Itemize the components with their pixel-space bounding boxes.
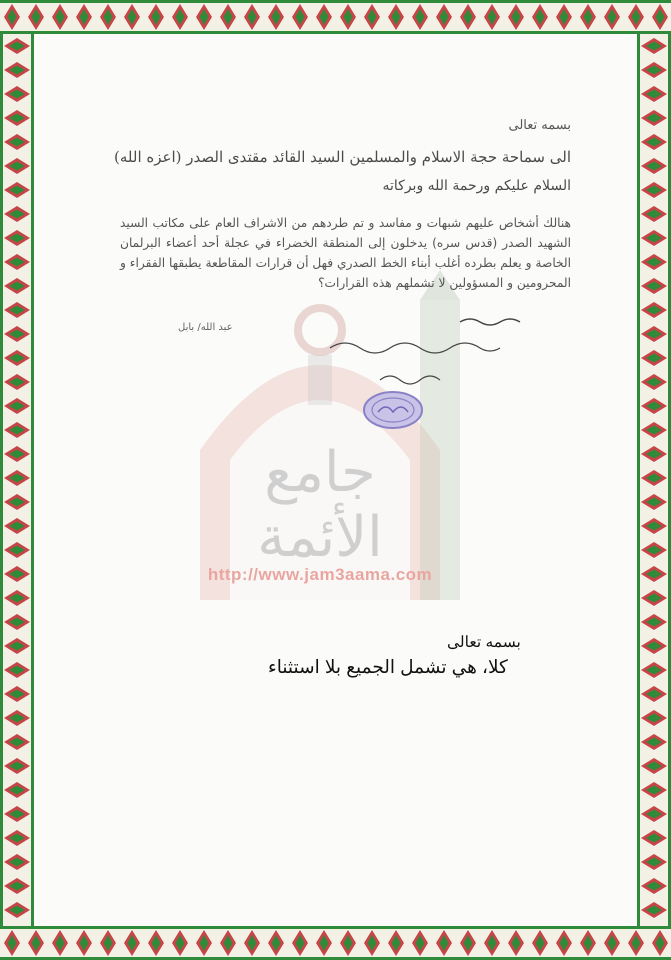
border-pattern-icon — [0, 926, 671, 960]
letter-addressee: الى سماحة حجة الاسلام والمسلمين السيد القائد مقتدى الصدر (اعزه الله) — [114, 148, 571, 166]
border-bottom — [0, 926, 671, 960]
border-pattern-icon — [637, 34, 671, 926]
border-right — [637, 34, 671, 926]
border-pattern-icon — [0, 34, 34, 926]
border-top — [0, 0, 671, 34]
watermark-url: http://www.jam3aama.com — [207, 565, 433, 584]
border-pattern-icon — [0, 0, 671, 34]
letter-body: هنالك أشخاص عليهم شبهات و مفاسد و تم طردهم من الاشراف العام على مكاتب السيد الشهيد الصدر (قدس سره) يدخلون إلى المنطقة الخضراء في عجلة أحد أعضاء البرلمان الخاصة و يعلم بطرده أغلب أبناء الخط الصدري فهل أن قرارات المقاطعة يطبقها الفقراء و المحرومين و المسؤولين لا تشملهم هذه القرارات؟ — [120, 216, 571, 290]
letter-bismillah: بسمه تعالى — [508, 118, 571, 133]
border-left — [0, 34, 34, 926]
letter-sender: عبد الله/ بابل — [178, 322, 233, 333]
signature-handwriting-icon — [310, 310, 540, 390]
letter-greeting: السلام عليكم ورحمة الله وبركاته — [382, 178, 571, 194]
reply-bismillah: بسمه تعالى — [447, 634, 521, 651]
reply-answer: كلا، هي تشمل الجميع بلا استثناء — [268, 656, 508, 677]
watermark-title: جامع الأئمة — [257, 440, 383, 570]
seal-stamp-icon — [362, 390, 424, 430]
